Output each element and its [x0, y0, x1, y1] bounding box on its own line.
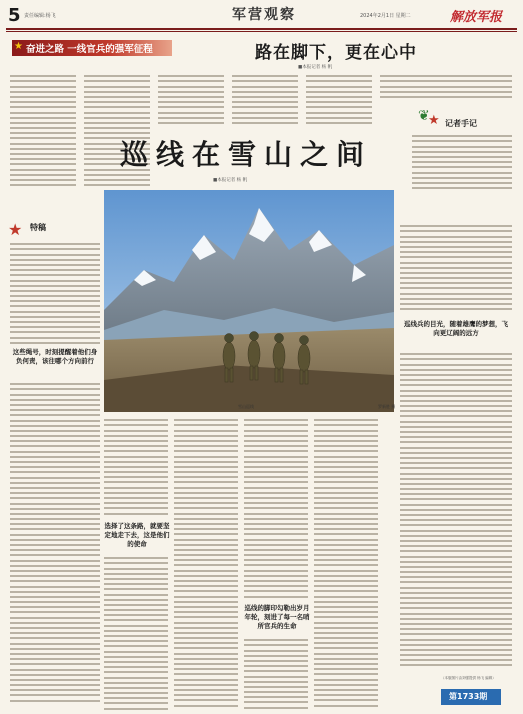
date-info: 2024年2月1日 星期二 [360, 13, 411, 19]
article-column [306, 72, 372, 124]
article-column [380, 72, 512, 102]
banner-text: 奋进之路 一线官兵的强军征程 [26, 44, 153, 55]
subhead: 选择了这条路，就要坚定地走下去，这是他们的使命 [104, 522, 170, 548]
issue-number: 第1733期 [449, 692, 488, 701]
leaf-icon: ❦ [418, 108, 430, 124]
editor-credit: （本版图片由刘强提供 杨飞 编辑） [441, 676, 496, 680]
newspaper-logo: 解放军报 [450, 10, 503, 25]
article-column [400, 350, 512, 672]
article-column [314, 416, 378, 710]
byline-main: ■本报记者 杨 帆 [213, 178, 248, 183]
department-line: 责任编辑:杨飞 [24, 13, 56, 19]
feature-photo [104, 190, 394, 412]
article-column [174, 416, 238, 710]
star-icon: ★ [428, 113, 440, 128]
article-column [10, 72, 76, 190]
reporter-note-label: 记者手记 [445, 119, 477, 128]
article-column [244, 636, 308, 710]
article-column [400, 222, 512, 314]
page-number: 5 [8, 5, 21, 26]
photo-caption: 雪山巡线 [238, 404, 254, 409]
article-column [104, 554, 168, 710]
article-column [104, 416, 168, 516]
subhead: 巡线兵的目光，随着雄鹰的梦想，飞向更辽阔的远方 [404, 320, 508, 337]
subhead: 巡线的脚印勾勒出岁月年轮，刻进了每一名哨所官兵的生命 [244, 604, 310, 630]
article-column [232, 72, 298, 124]
article-column [10, 240, 100, 344]
section-title: 军营观察 [232, 7, 296, 23]
reporter-note-text [412, 132, 512, 190]
byline-top: ■本报记者 杨 帆 [298, 65, 333, 70]
article-column [244, 416, 308, 600]
photo-credit: 罗新胜 摄 [378, 404, 396, 409]
article-column [158, 72, 224, 124]
star-icon: ★ [8, 220, 23, 239]
main-headline: 巡线在雪山之间 [120, 138, 373, 171]
subhead: 这些绳号，时刻提醒着他们身负何责，该往哪个方向前行 [12, 348, 98, 365]
masthead-rule-thin [6, 31, 517, 32]
headline-top: 路在脚下，更在心中 [255, 43, 417, 63]
special-report-label: 特稿 [30, 223, 46, 232]
masthead-rule [6, 28, 517, 30]
issue-badge [441, 689, 501, 705]
article-column [10, 380, 100, 710]
star-icon: ★ [14, 41, 23, 52]
column-banner [12, 40, 172, 56]
